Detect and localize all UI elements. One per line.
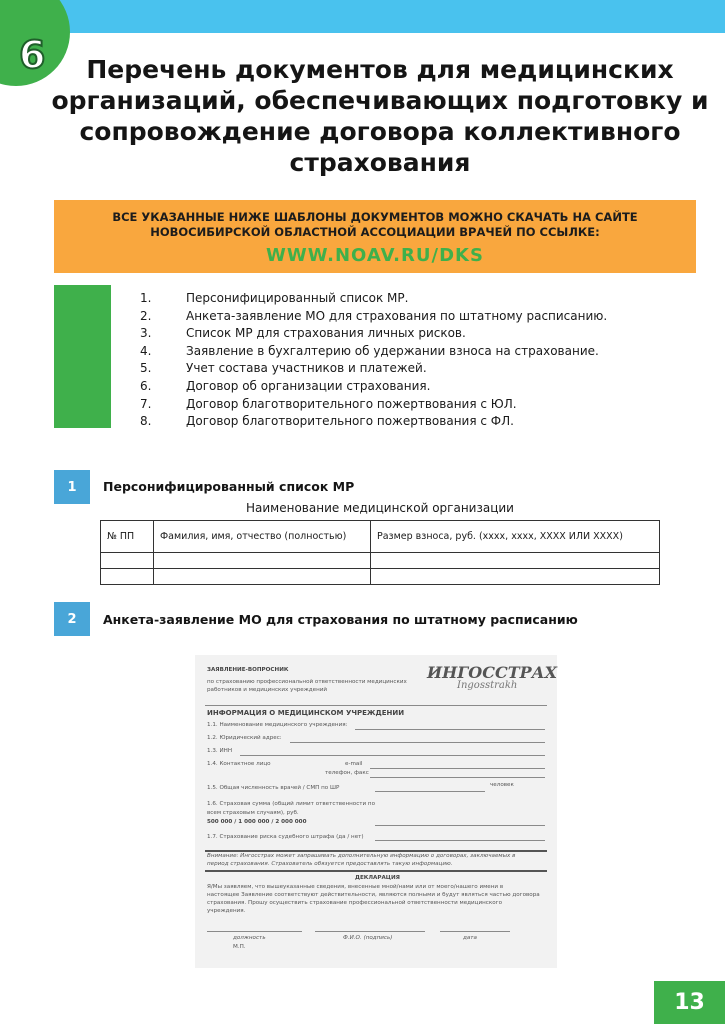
form-subheader: работников и медицинских учреждений [207,687,328,693]
form-field-label: 1.1. Наименование медицинского учреждения: [207,722,348,728]
list-item-text: Заявление в бухгалтерию об удержании взноса на страхование. [186,343,599,358]
section-number: 6 [19,33,46,77]
section-2-badge: 2 [54,602,90,636]
declaration-text: настоящее Заявление соответствуют действительности, являются полными и будут являться частью договора [207,892,540,898]
list-item [140,413,607,431]
form-field-label: e-mail [345,761,363,767]
form-subheader: по страхованию профессиональной ответственности медицинских [207,679,407,685]
form-field-label: 1.4. Контактное лицо [207,761,271,767]
list-item [140,325,607,343]
signature-label: Ф.И.О. (подпись) [343,935,393,941]
section-2-title: Анкета-заявление МО для страхования по штатному расписанию [103,612,578,627]
list-item-number: 7. [140,396,152,411]
declaration-text: Я/Мы заявляем, что вышеуказанные сведения, внесенные мной/нами или от моего/нашего имени в [207,884,504,890]
form-field-label: телефон, факс [325,770,369,776]
form-field-label: 1.6. Страховая сумма (общий лимит ответственности по [207,801,376,807]
form-header: ЗАЯВЛЕНИЕ-ВОПРОСНИК [207,667,289,673]
list-item-text: Список МР для страхования личных рисков. [186,326,466,341]
table-row [101,569,660,585]
form-field-label: всем страховым случаям), руб. [207,810,299,816]
form-field-label: 1.2. Юридический адрес: [207,735,282,741]
top-color-bar [0,0,725,33]
form-note: Внимание: Ингосстрах может запрашивать дополнительную информацию о договорах, заключаемых в [207,853,516,859]
table-row [101,553,660,569]
list-item-text: Договор об организации страхования. [186,378,431,393]
page-number: 13 [654,981,725,1024]
form-note: период страхования. Страхователь обязуется предоставлять такую информацию. [207,861,453,867]
organization-name-caption: Наименование медицинской организации [246,501,514,515]
form-field-label: 1.7. Страхование риска судебного штрафа (да / нет) [207,834,364,840]
list-item-text: Анкета-заявление МО для страхования по штатному расписанию. [186,308,608,323]
signature-label: дата [463,935,477,941]
ingosstrakh-logo-latin: Ingosstrakh [457,680,518,691]
list-item [140,343,607,361]
form-section-title: ИНФОРМАЦИЯ О МЕДИЦИНСКОМ УЧРЕЖДЕНИИ [207,709,405,717]
form-field-label: 1.5. Общая численность врачей / СМП по ШР [207,785,340,791]
form-field-label: 1.3. ИНН [207,748,233,754]
download-notice [54,200,696,273]
application-form-image [195,655,557,968]
notice-line-2: НОВОСИБИРСКОЙ ОБЛАСТНОЙ АССОЦИАЦИИ ВРАЧЕЙ ПО ССЫЛКЕ: [150,225,600,239]
list-item-number: 4. [140,343,152,358]
column-header-amount: Размер взноса, руб. (хххх, хххх, ХХХХ ИЛИ ХХХХ) [371,521,660,553]
list-item-number: 2. [140,308,152,323]
page-title: Перечень документов для медицинских организаций, обеспечивающих подготовку и сопровождение договора коллективного страхования [51,55,709,177]
declaration-title: ДЕКЛАРАЦИЯ [355,875,400,881]
list-item-number: 1. [140,291,152,305]
form-field-label: человек [490,782,514,788]
list-item [140,308,607,326]
table-header-row [101,521,660,553]
personified-list-table [100,520,660,585]
list-item [140,360,607,378]
declaration-text: страхования. Прошу осуществить страхование профессиональной ответственности медицинского [207,900,503,906]
list-item [140,290,607,308]
list-item [140,396,607,414]
download-link[interactable]: WWW.NOAV.RU/DKS [266,245,484,266]
documents-list [140,290,607,431]
list-item [140,378,607,396]
column-header-number: № ПП [101,521,154,553]
list-item-number: 6. [140,378,152,393]
declaration-text: учреждения. [207,908,246,914]
list-item-number: 3. [140,326,152,341]
notice-line-1: ВСЕ УКАЗАННЫЕ НИЖЕ ШАБЛОНЫ ДОКУМЕНТОВ МОЖНО СКАЧАТЬ НА САЙТЕ [112,210,638,224]
list-item-number: 8. [140,414,152,429]
list-accent-bar [54,285,111,428]
list-item-number: 5. [140,361,152,376]
signature-label: должность [233,935,266,941]
section-1-title: Персонифицированный список МР [103,479,355,494]
list-item-text: Персонифицированный список МР. [186,291,409,305]
column-header-name: Фамилия, имя, отчество (полностью) [154,521,371,553]
ingosstrakh-logo: ИНГОССТРАХ [427,663,558,682]
list-item-text: Договор благотворительного пожертвования с ЮЛ. [186,396,517,411]
stamp-label: М.П. [233,944,246,950]
section-1-badge: 1 [54,470,90,504]
form-field-label: 500 000 / 1 000 000 / 2 000 000 [207,819,307,825]
list-item-text: Договор благотворительного пожертвования с ФЛ. [186,414,514,429]
list-item-text: Учет состава участников и платежей. [186,361,427,376]
